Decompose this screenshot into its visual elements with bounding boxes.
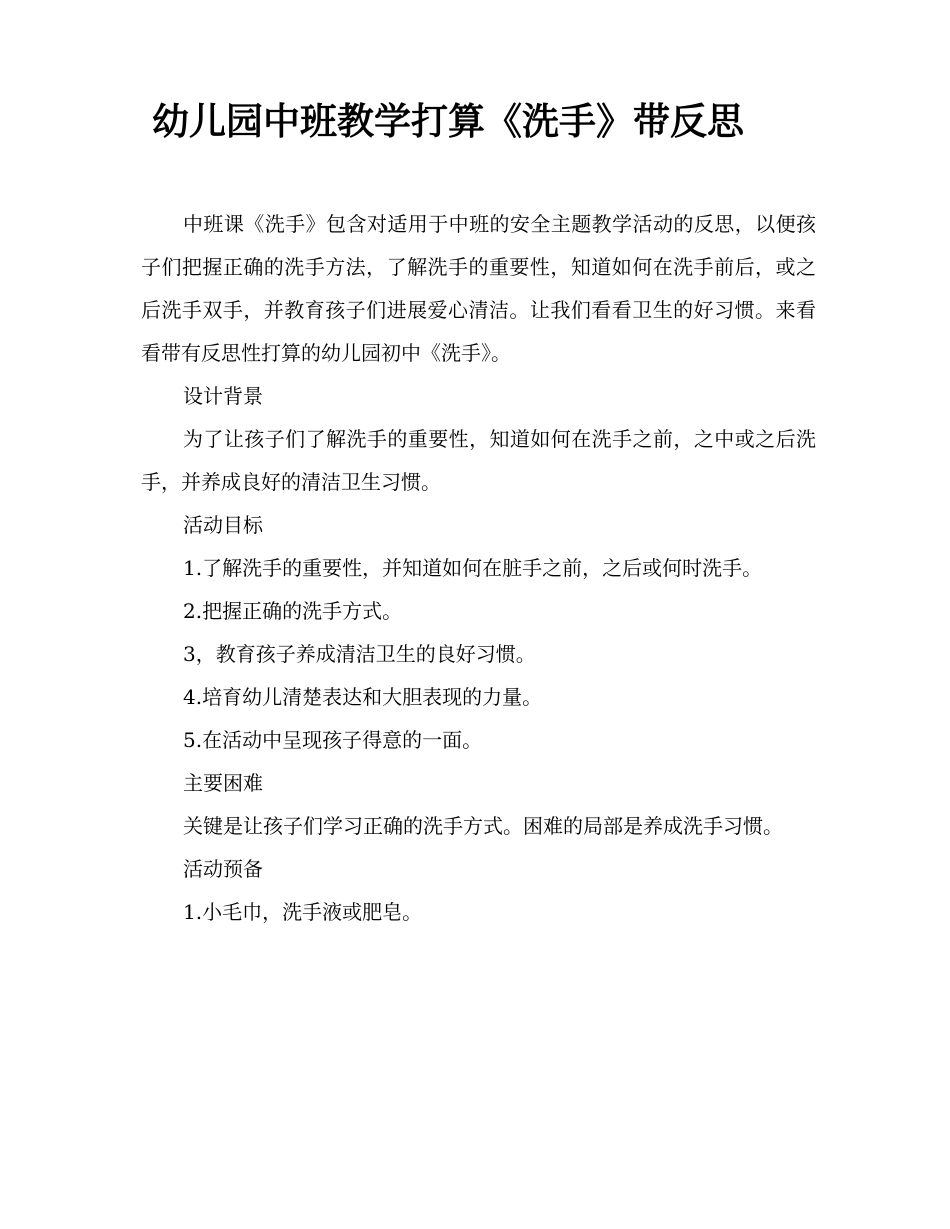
goal-item-2: 2.把握正确的洗手方式。: [183, 599, 403, 623]
section-heading-design-background: 设计背景: [183, 384, 263, 408]
document-title: 幼儿园中班教学打算《洗手》带反思: [152, 100, 744, 143]
section-heading-main-difficulties: 主要困难: [183, 771, 263, 795]
section-heading-activity-preparation: 活动预备: [183, 857, 263, 881]
goal-item-1: 1.了解洗手的重要性，并知道如何在脏手之前，之后或何时洗手。: [183, 556, 763, 580]
design-background-paragraph: 为了让孩子们了解洗手的重要性，知道如何在洗手之前，之中或之后洗手，并养成良好的清洁卫生习惯。: [141, 427, 816, 494]
goal-item-5: 5.在活动中呈现孩子得意的一面。: [183, 728, 483, 752]
intro-paragraph: 中班课《洗手》包含对适用于中班的安全主题教学活动的反思，以便孩子们把握正确的洗手方法，了解洗手的重要性，知道如何在洗手前后，或之后洗手双手，并教育孩子们进展爱心清洁。让我们看看卫生的好习惯。来看看带有反思性打算的幼儿园初中《洗手》。: [141, 212, 816, 365]
goal-item-4: 4.培育幼儿清楚表达和大胆表现的力量。: [183, 685, 543, 709]
document-body: [141, 203, 816, 934]
goal-item-3: 3，教育孩子养成清洁卫生的良好习惯。: [183, 642, 536, 666]
main-difficulties-paragraph: 关键是让孩子们学习正确的洗手方式。困难的局部是养成洗手习惯。: [183, 814, 783, 838]
section-heading-activity-goals: 活动目标: [183, 513, 263, 537]
preparation-item-1: 1.小毛巾，洗手液或肥皂。: [183, 900, 423, 924]
